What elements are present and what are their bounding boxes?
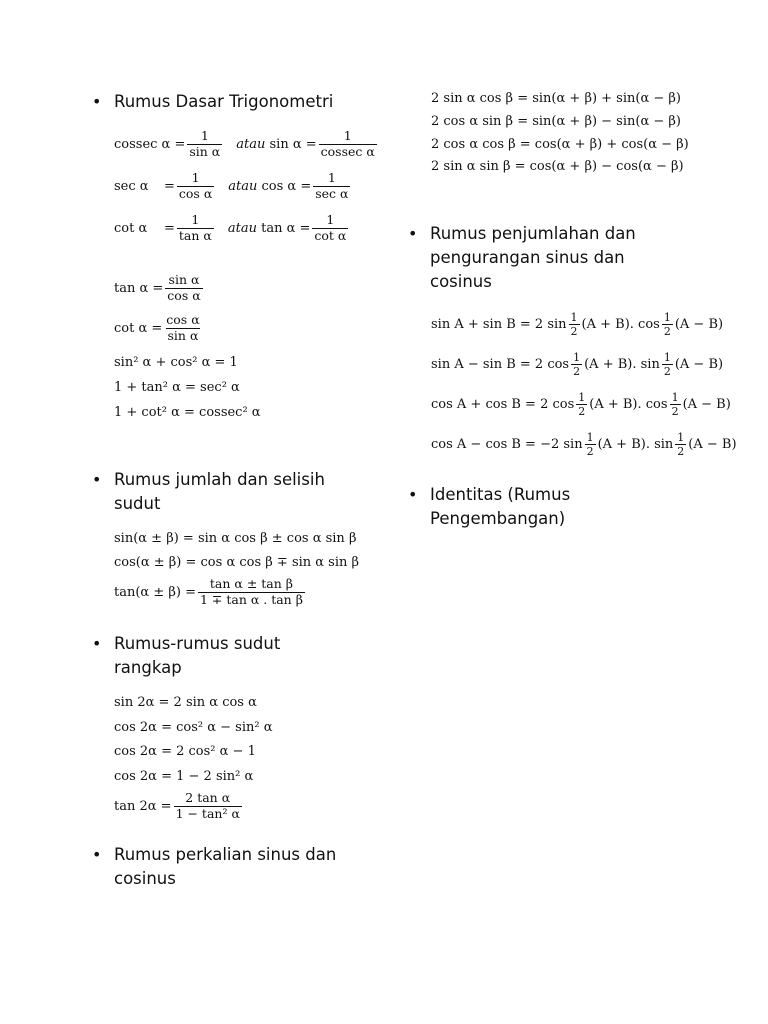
eq-text: sin A + sin B = 2 sin	[431, 317, 567, 332]
fraction	[174, 792, 242, 820]
eq-text: tan 2α =	[114, 798, 172, 814]
equation: cos 2α = cos² α − sin² α	[114, 720, 273, 735]
denominator: 2	[663, 365, 671, 378]
eq-text: cot α	[114, 220, 148, 236]
equation	[114, 792, 244, 820]
equation: 2 sin α sin β = cos(α + β) − cos(α − β)	[431, 159, 684, 174]
numerator: sin α	[168, 272, 200, 287]
heading-text: Rumus perkalian sinus dan	[114, 845, 337, 864]
fraction	[164, 314, 201, 342]
numerator: 1	[200, 128, 209, 143]
heading-rumus-penjumlahan	[408, 222, 636, 294]
denominator: tan α	[178, 227, 212, 243]
heading-text: cosinus	[114, 869, 176, 888]
fraction	[177, 214, 214, 242]
denominator: cos α	[167, 287, 201, 303]
numerator: 1	[570, 311, 578, 324]
bullet-icon: •	[92, 470, 102, 489]
heading-text: sudut	[114, 494, 161, 513]
denominator: sec α	[315, 185, 349, 201]
numerator: 1	[578, 391, 586, 404]
equation	[114, 172, 352, 200]
fraction	[571, 352, 582, 377]
numerator: tan α ± tan β	[209, 576, 293, 591]
heading-rumus-perkalian	[92, 843, 337, 891]
fraction	[165, 274, 202, 302]
fraction	[662, 312, 673, 337]
numerator: 1	[191, 212, 200, 227]
denominator: sin α	[167, 327, 199, 343]
heading-rumus-dasar	[92, 90, 334, 114]
equation: cos 2α = 1 − 2 sin² α	[114, 769, 254, 784]
bullet-icon: •	[408, 485, 418, 504]
numerator: 1	[327, 170, 336, 185]
equation	[114, 274, 205, 302]
numerator: 1	[586, 431, 594, 444]
heading-rumus-rangkap	[92, 632, 281, 680]
eq-text: atau	[227, 220, 257, 236]
denominator: 2	[671, 405, 679, 418]
eq-text: tan α =	[114, 280, 164, 296]
numerator: 1	[663, 351, 671, 364]
numerator: 1	[663, 311, 671, 324]
fraction	[662, 352, 673, 377]
numerator: 1	[343, 128, 352, 143]
eq-text: (A − B)	[674, 357, 724, 372]
eq-text: (A + B). cos	[589, 397, 668, 412]
eq-text: atau	[236, 136, 266, 152]
equation	[114, 130, 379, 158]
denominator: cot α	[314, 227, 347, 243]
equation	[431, 432, 737, 457]
equation	[114, 214, 350, 242]
equation: sin 2α = 2 sin α cos α	[114, 695, 257, 710]
fraction	[675, 432, 686, 457]
heading-text: Rumus jumlah dan selisih	[114, 470, 325, 489]
heading-text: cosinus	[430, 272, 492, 291]
heading-text: Rumus penjumlahan dan	[430, 224, 636, 243]
eq-text: cossec α =	[114, 136, 186, 152]
heading-text: Rumus-rumus sudut	[114, 634, 281, 653]
fraction	[319, 130, 377, 158]
numerator: 1	[677, 431, 685, 444]
eq-text: sec α	[114, 178, 149, 194]
denominator: 2	[677, 445, 685, 458]
fraction	[313, 172, 350, 200]
numerator: 1	[191, 170, 200, 185]
eq-text: (A + B). sin	[597, 437, 674, 452]
fraction	[198, 578, 305, 606]
eq-text: (A − B)	[682, 397, 731, 412]
eq-text: (A − B)	[688, 437, 737, 452]
numerator: cos α	[166, 312, 200, 327]
heading-text: Pengembangan)	[430, 509, 566, 528]
eq-text: =	[164, 178, 175, 194]
heading-rumus-jumlah	[92, 468, 325, 516]
bullet-icon: •	[92, 845, 102, 864]
equation	[431, 352, 723, 377]
eq-text: tan α =	[261, 220, 311, 236]
equation: sin(α ± β) = sin α cos β ± cos α sin β	[114, 531, 357, 546]
equation: 1 + cot² α = cossec² α	[114, 405, 261, 420]
equation: 2 sin α cos β = sin(α + β) + sin(α − β)	[431, 91, 681, 106]
eq-text: cos A + cos B = 2 cos	[431, 397, 575, 412]
fraction	[187, 130, 222, 158]
eq-text: (A + B). cos	[581, 317, 660, 332]
bullet-icon: •	[408, 224, 418, 243]
eq-text: sin α =	[269, 136, 317, 152]
eq-text: sin A − sin B = 2 cos	[431, 357, 570, 372]
denominator: 1 ∓ tan α . tan β	[199, 591, 303, 607]
denominator: 2	[573, 365, 581, 378]
numerator: 2 tan α	[185, 790, 231, 805]
heading-text: Identitas (Rumus	[430, 485, 571, 504]
fraction	[569, 312, 580, 337]
denominator: cossec α	[320, 143, 375, 159]
equation	[114, 314, 204, 342]
numerator: 1	[671, 391, 679, 404]
eq-text: (A + B). sin	[584, 357, 660, 372]
equation: 2 cos α cos β = cos(α + β) + cos(α − β)	[431, 137, 689, 152]
equation: 2 cos α sin β = sin(α + β) − sin(α − β)	[431, 114, 681, 129]
eq-text: cos A − cos B = −2 sin	[431, 437, 583, 452]
equation: cos(α ± β) = cos α cos β ∓ sin α sin β	[114, 555, 360, 570]
denominator: 2	[578, 405, 586, 418]
equation: sin² α + cos² α = 1	[114, 355, 238, 370]
eq-text: (A − B)	[674, 317, 724, 332]
denominator: 2	[570, 325, 578, 338]
denominator: 1 − tan² α	[175, 805, 240, 821]
heading-text: pengurangan sinus dan	[430, 248, 625, 267]
eq-text: cos α =	[261, 178, 312, 194]
fraction	[177, 172, 214, 200]
equation: cos 2α = 2 cos² α − 1	[114, 744, 256, 759]
numerator: 1	[326, 212, 335, 227]
fraction	[576, 392, 587, 417]
heading-text: rangkap	[114, 658, 182, 677]
denominator: cos α	[178, 185, 213, 201]
fraction	[312, 214, 348, 242]
bullet-icon: •	[92, 634, 102, 653]
equation: 1 + tan² α = sec² α	[114, 380, 240, 395]
equation	[114, 578, 307, 606]
heading-text: Rumus Dasar Trigonometri	[114, 92, 334, 111]
equation	[431, 392, 731, 417]
eq-text: cot α =	[114, 320, 163, 336]
numerator: 1	[573, 351, 581, 364]
eq-text: =	[164, 220, 175, 236]
equation	[431, 312, 723, 337]
denominator: 2	[586, 445, 594, 458]
denominator: sin α	[189, 143, 221, 159]
denominator: 2	[663, 325, 671, 338]
eq-text: tan(α ± β) =	[114, 584, 196, 600]
heading-identitas	[408, 483, 571, 531]
eq-text: atau	[228, 178, 258, 194]
bullet-icon: •	[92, 92, 102, 111]
fraction	[670, 392, 681, 417]
fraction	[585, 432, 596, 457]
